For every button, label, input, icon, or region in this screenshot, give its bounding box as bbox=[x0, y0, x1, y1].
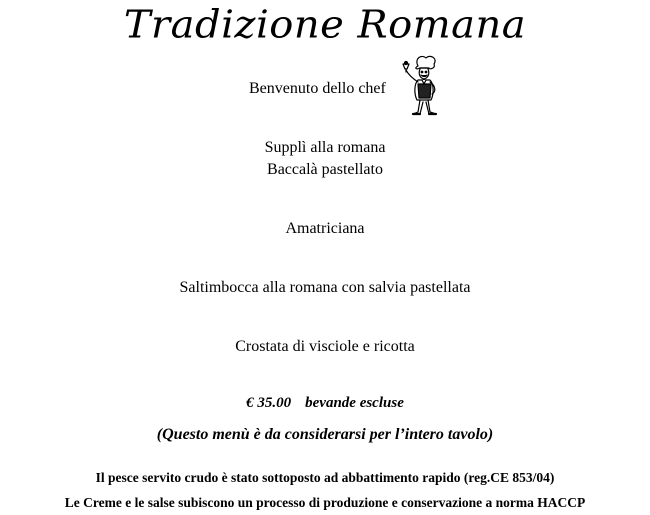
price-note: bevande escluse bbox=[305, 395, 404, 411]
price-line bbox=[0, 395, 650, 412]
legal-note-haccp: Le Creme e le salse subiscono un processo di produzione e conservazione a norma HACCP bbox=[64, 495, 586, 510]
price-value: € 35.00 bbox=[246, 395, 292, 411]
welcome-text: Benvenuto dello chef bbox=[249, 80, 386, 97]
dish-crostata: Crostata di visciole e ricotta bbox=[235, 338, 415, 355]
table-note: (Questo menù è da considerarsi per l’intero tavolo) bbox=[156, 426, 494, 443]
dish-amatriciana: Amatriciana bbox=[285, 220, 365, 237]
dish-saltimbocca: Saltimbocca alla romana con salvia pastellata bbox=[179, 279, 471, 296]
chef-icon bbox=[398, 54, 444, 118]
welcome-row bbox=[0, 54, 650, 124]
dish-baccala: Baccalà pastellato bbox=[267, 161, 383, 178]
legal-note-fish: Il pesce servito crudo è stato sottoposto ad abbattimento rapido (reg.CE 853/04) bbox=[95, 470, 555, 485]
menu-title: Tradizione Romana bbox=[123, 3, 527, 47]
dish-suppli: Supplì alla romana bbox=[264, 139, 386, 156]
